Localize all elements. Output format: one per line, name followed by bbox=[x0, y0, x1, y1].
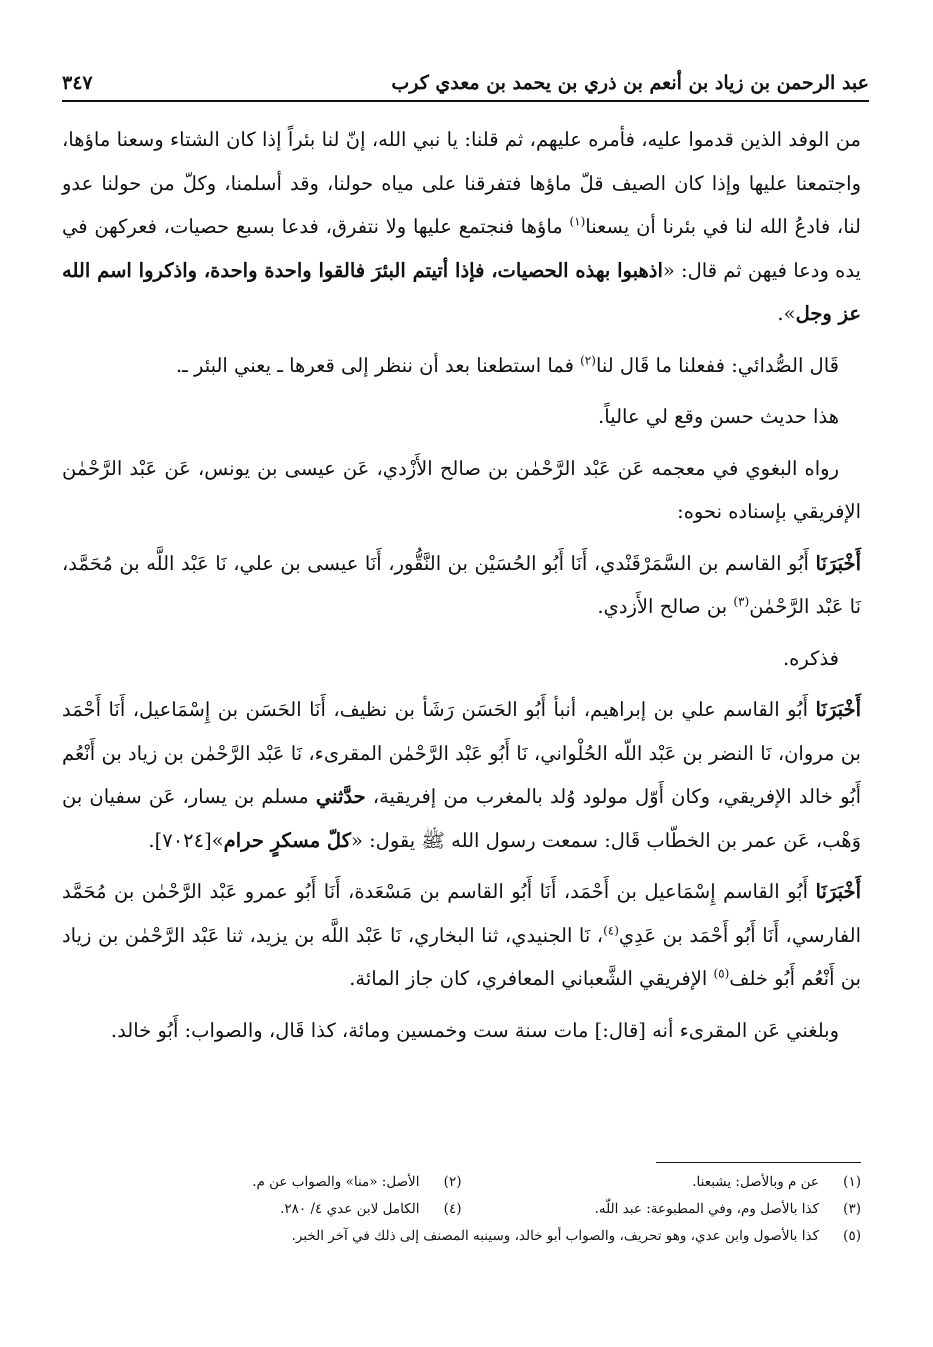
footnote-ref-1[interactable]: (١) bbox=[569, 214, 586, 229]
paragraph-6: فذكره. bbox=[782, 646, 839, 670]
akhbarana-lead: أَخْبَرَنَا bbox=[815, 880, 861, 903]
paragraph-8 bbox=[62, 870, 861, 1001]
text-run: ماؤها فنجتمع عليها ولا نتفرق، فدعا بسبع حصيات، فعركهن في يده ودعا فيهن ثم قال: « bbox=[62, 215, 861, 282]
hadith-quote: كلّ مسكرٍ حرام bbox=[223, 828, 351, 852]
paragraph-1 bbox=[62, 118, 861, 336]
text-run: فما استطعنا بعد أن ننظر إلى قعرها ـ يعني البئر ـ. bbox=[175, 353, 581, 377]
footnotes bbox=[62, 1162, 861, 1250]
paragraph-4: رواه البغوي في معجمه عَن عَبْد الرَّحْمٰن بن صالح الأَزْدي، عَن عيسى بن يونس، عَن عَبْد الرَّحْمٰن الإفريقي بإسناده نحوه: bbox=[62, 456, 861, 523]
text-run: بن صالح الأَزدي. bbox=[597, 595, 734, 618]
hadith-number: »[٧٠٢٤]. bbox=[148, 828, 224, 852]
footnote-row bbox=[62, 1169, 861, 1196]
footnote-number: (٢) bbox=[443, 1174, 462, 1190]
footnote-ref-2[interactable]: (٢) bbox=[580, 353, 596, 367]
footnote-1 bbox=[462, 1169, 862, 1196]
footnote-3 bbox=[462, 1196, 862, 1223]
text-run: ». bbox=[777, 302, 796, 325]
footnote-text: عن م وبالأصل: يشبعنا. bbox=[692, 1174, 819, 1190]
text-run: أَبُو القاسم إِسْمَاعيل بن أَحْمَد، أَنَا أَبُو القاسم بن مَسْعَدة، أَنَا أَبُو عمرو عَبْد الرَّحْمٰن بن مُحَمَّد الفارسي، أَنَا أَبُو أَحْمَد بن عَدِي bbox=[62, 880, 861, 947]
text-run: من الوفد الذين قدموا عليه، فأمره عليهم، ثم قلنا: يا نبي الله، إنّ لنا بئراً إذا كان الشتاء وسعنا ماؤها، واجتمعنا عليها وإذا كان الصيف قلّ ماؤها فتفرقنا على مياه حولنا، وقد أسلمنا، وكلّ من حولنا عدو لنا، فادعُ الله لنا في بئرنا أن يسعنا bbox=[62, 128, 861, 238]
footnote-number: (١) bbox=[843, 1174, 861, 1190]
footnote-number: (٣) bbox=[843, 1201, 861, 1217]
footnote-text: الكامل لابن عدي ٤/ ٢٨٠. bbox=[280, 1201, 420, 1217]
footnote-number: (٥) bbox=[843, 1228, 861, 1244]
footnote-2 bbox=[62, 1169, 462, 1196]
footnote-5 bbox=[62, 1223, 861, 1250]
page-number: ٣٤٧ bbox=[62, 72, 93, 94]
text-run: مسلم بن يسار، عَن سفيان بن وَهْب، عَن عمر بن الخطّاب قَال: سمعت رسول الله ﷺ يقول: « bbox=[62, 785, 861, 852]
running-header bbox=[62, 58, 869, 102]
footnote-text: كذا بالأصول وابن عدي، وهو تحريف، والصواب أبو خالد، وسينبه المصنف إلى ذلك في آخر الخبر. bbox=[291, 1228, 819, 1244]
paragraph-9: وبلغني عَن المقرىء أنه [قال:] مات سنة ست وخمسين ومائة، كذا قَال، والصواب: أَبُو خالد. bbox=[110, 1018, 839, 1042]
paragraph-2 bbox=[62, 344, 861, 388]
paragraph-7 bbox=[62, 688, 861, 862]
text-run: أَبُو القاسم علي بن إبراهيم، أنبأ أَبُو الحَسَن رَشَأ بن نظيف، أَنَا الحَسَن بن إِسْمَاعيل، أَنَا أَحْمَد بن مروان، نَا النضر بن عَبْد اللّه الحُلْواني، نَا أَبُو عَبْد الرَّحْمٰن المقرىء، نَا عَبْد الرَّحْمٰن بن زياد بن أَنْعُم أَبُو خالد الإفريقي، وكان أَوّل مولود وُلد بالمغرب من إفريقية، bbox=[62, 698, 861, 808]
text-run: ، نَا الجنيدي، ثنا البخاري، نَا عَبْد اللَّه بن يزيد، ثنا عَبْد الرَّحْمٰن بن زياد بن أَنْعُم أَبُو خلف bbox=[62, 923, 861, 990]
footnote-row bbox=[62, 1223, 861, 1250]
paragraph-3: هذا حديث حسن وقع لي عالياً. bbox=[598, 405, 839, 428]
akhbarana-lead: أَخْبَرَنَا bbox=[815, 698, 861, 721]
footnote-row bbox=[62, 1196, 861, 1223]
text-run: أَبُو القاسم بن السَّمَرْقَنْدي، أَنَا أَبُو الحُسَيْن بن النَّقُّور، أَنَا عيسى بن علي، نَا عَبْد اللَّه بن مُحَمَّد، نَا عَبْد الرَّحْمٰن bbox=[62, 551, 861, 618]
akhbarana-lead: أَخْبَرَنَا bbox=[815, 551, 861, 575]
text-run: الإفريقي الشَّعباني المعافري، كان جاز المائة. bbox=[349, 967, 714, 990]
header-title: عبد الرحمن بن زياد بن أنعم بن ذري بن يحمد بن معدي كرب bbox=[391, 72, 869, 94]
haddathani: حدَّثني bbox=[315, 785, 366, 808]
main-text bbox=[62, 118, 861, 1060]
footnote-separator bbox=[656, 1162, 861, 1163]
hadith-quote: اذهبوا بهذه الحصيات، فإذا أتيتم البئرَ فالقوا واحدة واحدة، واذكروا اسم الله عز وجل bbox=[62, 258, 861, 325]
text-run: قَال الصُّدائي: ففعلنا ما قَال لنا bbox=[595, 353, 839, 377]
footnote-ref-4[interactable]: (٤) bbox=[603, 923, 619, 937]
footnote-ref-3[interactable]: (٣) bbox=[733, 594, 750, 609]
paragraph-5 bbox=[62, 542, 861, 629]
footnote-4 bbox=[62, 1196, 462, 1223]
footnote-number: (٤) bbox=[443, 1201, 462, 1217]
footnote-ref-5[interactable]: (٥) bbox=[713, 966, 730, 981]
footnote-text: كذا بالأصل وم، وفي المطبوعة: عبد اللّه. bbox=[594, 1201, 819, 1217]
footnote-text: الأصل: «منا» والصواب عن م. bbox=[252, 1174, 420, 1190]
